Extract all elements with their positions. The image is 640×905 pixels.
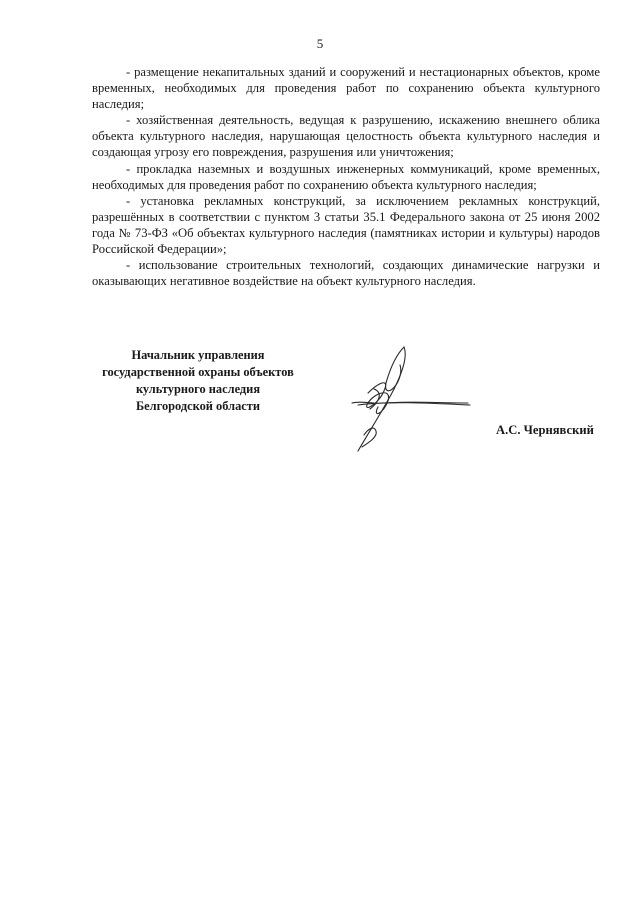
paragraph-4: - установка рекламных конструкций, за исключением рекламных конструкций, разрешённых в соответствии с пунктом 3 статьи 35.1 Федерального закона от 25 июня 2002 года № 73-ФЗ «Об объектах культурного наследия (памятниках истории и культуры) народов Российской Федерации»; bbox=[92, 193, 600, 257]
signatory-title-line-4: Белгородской области bbox=[135, 399, 260, 413]
body-text bbox=[92, 64, 600, 289]
paragraph-2: - хозяйственная деятельность, ведущая к разрушению, искажению внешнего облика объекта культурного наследия, нарушающая целостность объекта культурного наследия и создающая угрозу его повреждения, разрушения или уничтожения; bbox=[92, 113, 600, 160]
signatory-title-line-2: государственной охраны объектов bbox=[102, 365, 294, 379]
paragraph-1: - размещение некапитальных зданий и сооружений и нестационарных объектов, кроме временных, необходимых для проведения работ по сохранению объекта культурного наследия; bbox=[92, 65, 600, 112]
page-number: 5 bbox=[316, 36, 324, 51]
signatory-title-line-1: Начальник управления bbox=[131, 348, 265, 362]
signatory-title bbox=[82, 347, 314, 415]
signatory-title-line-3: культурного наследия bbox=[135, 382, 261, 396]
handwritten-signature bbox=[338, 343, 478, 455]
signer-name: А.С. Чернявский bbox=[496, 423, 594, 437]
paragraph-5: - использование строительных технологий, создающих динамические нагрузки и оказывающих негативное воздействие на объект культурного наследия. bbox=[92, 258, 600, 289]
paragraph-3: - прокладка наземных и воздушных инженерных коммуникаций, кроме временных, необходимых для проведения работ по сохранению объекта культурного наследия; bbox=[92, 161, 600, 192]
